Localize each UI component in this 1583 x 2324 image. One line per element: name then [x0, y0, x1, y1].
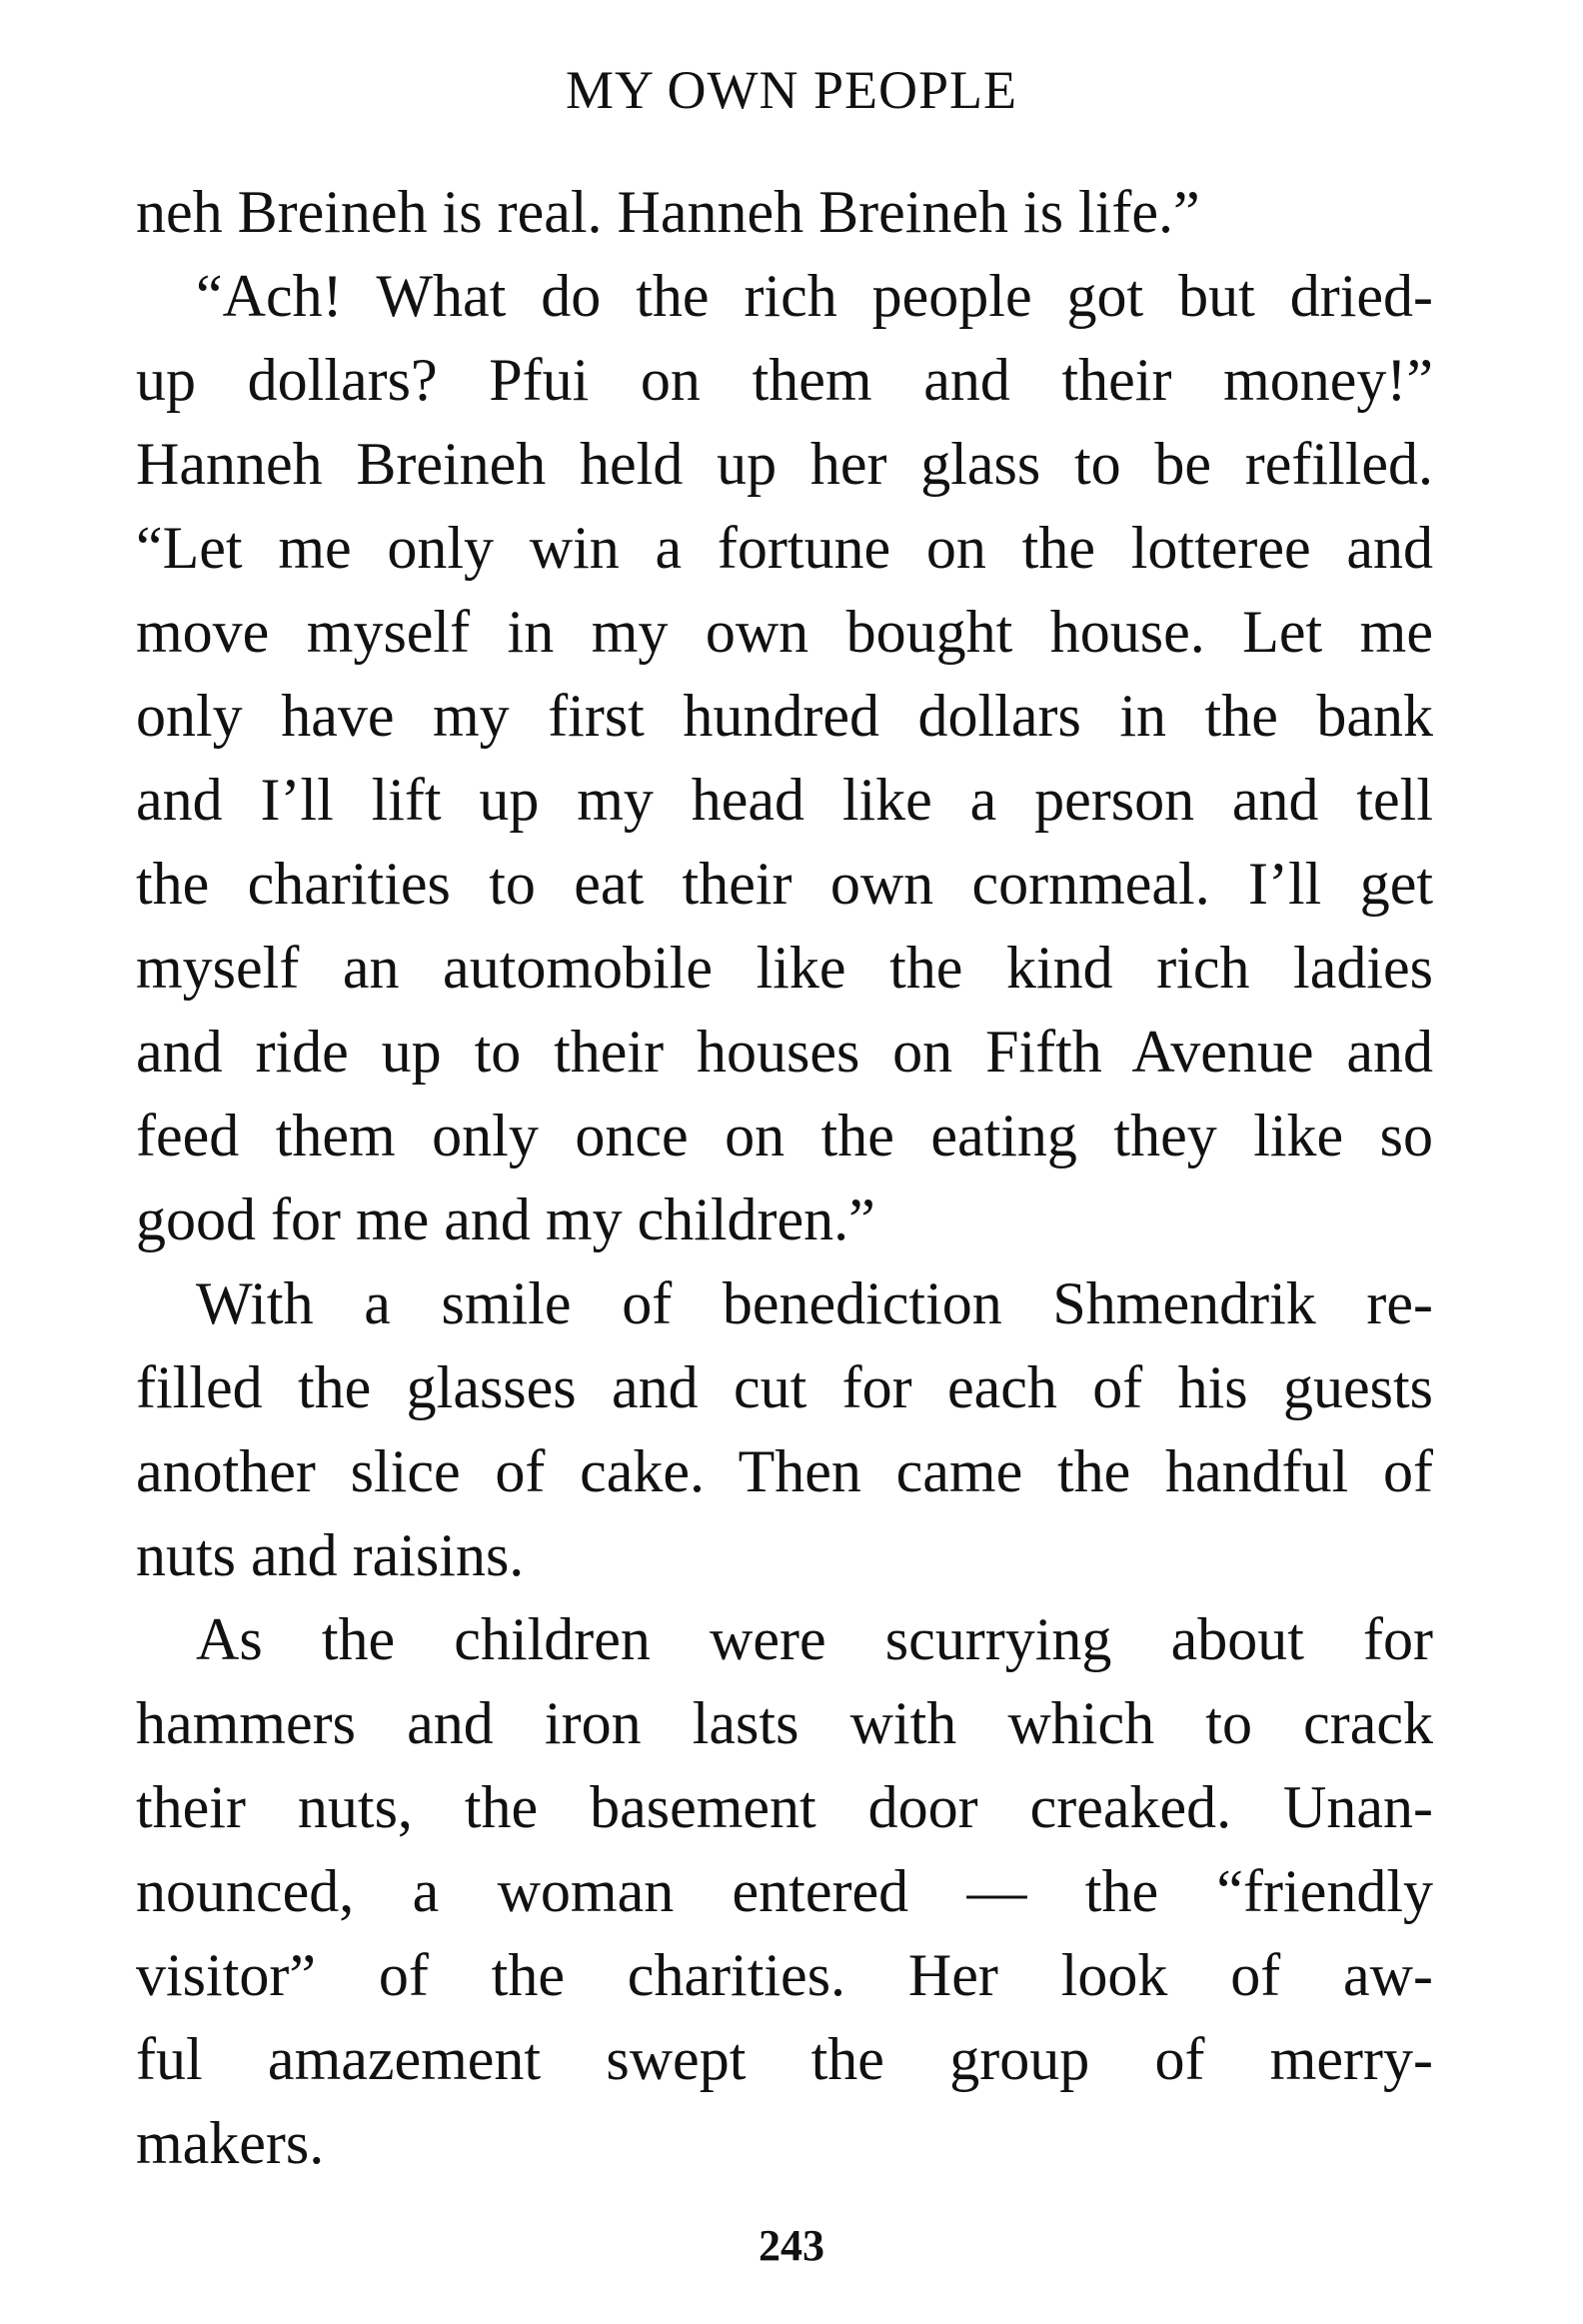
text-line: With a smile of benediction Shmendrik re- — [196, 1270, 1433, 1336]
text-line: As the children were scurrying about for — [196, 1606, 1433, 1672]
text-line: their nuts, the basement door creaked. Unan- — [136, 1774, 1433, 1840]
running-head: MY OWN PEOPLE — [566, 60, 1017, 120]
text-line: feed them only once on the eating they like so — [136, 1103, 1433, 1168]
text-line: “Ach! What do the rich people got but dried- — [196, 263, 1433, 329]
text-line: good for me and my children.” — [136, 1186, 875, 1252]
text-line: makers. — [136, 2110, 325, 2176]
body-text — [136, 170, 1433, 2185]
text-line: myself an automobile like the kind rich ladies — [136, 935, 1433, 1001]
text-line: filled the glasses and cut for each of his guests — [136, 1354, 1433, 1420]
text-line: nuts and raisins. — [136, 1522, 525, 1588]
text-line: another slice of cake. Then came the handful of — [136, 1438, 1433, 1504]
page-number: 243 — [759, 2221, 824, 2270]
text-line: visitor” of the charities. Her look of aw- — [136, 1942, 1433, 2008]
text-line: move myself in my own bought house. Let me — [136, 599, 1433, 665]
text-line: up dollars? Pfui on them and their money!” — [136, 347, 1433, 413]
text-line: only have my first hundred dollars in the bank — [136, 683, 1433, 749]
text-line: and ride up to their houses on Fifth Avenue and — [136, 1019, 1433, 1085]
text-line: neh Breineh is real. Hanneh Breineh is life.” — [136, 179, 1200, 245]
text-line: hammers and iron lasts with which to crack — [136, 1690, 1433, 1756]
text-line: ful amazement swept the group of merry- — [136, 2026, 1433, 2092]
text-line: Hanneh Breineh held up her glass to be refilled. — [136, 431, 1433, 497]
text-line: the charities to eat their own cornmeal. I’ll get — [136, 851, 1433, 917]
text-line: “Let me only win a fortune on the lotteree and — [136, 515, 1433, 581]
text-line: nounced, a woman entered — the “friendly — [136, 1858, 1433, 1924]
text-line: and I’ll lift up my head like a person and tell — [136, 767, 1433, 833]
